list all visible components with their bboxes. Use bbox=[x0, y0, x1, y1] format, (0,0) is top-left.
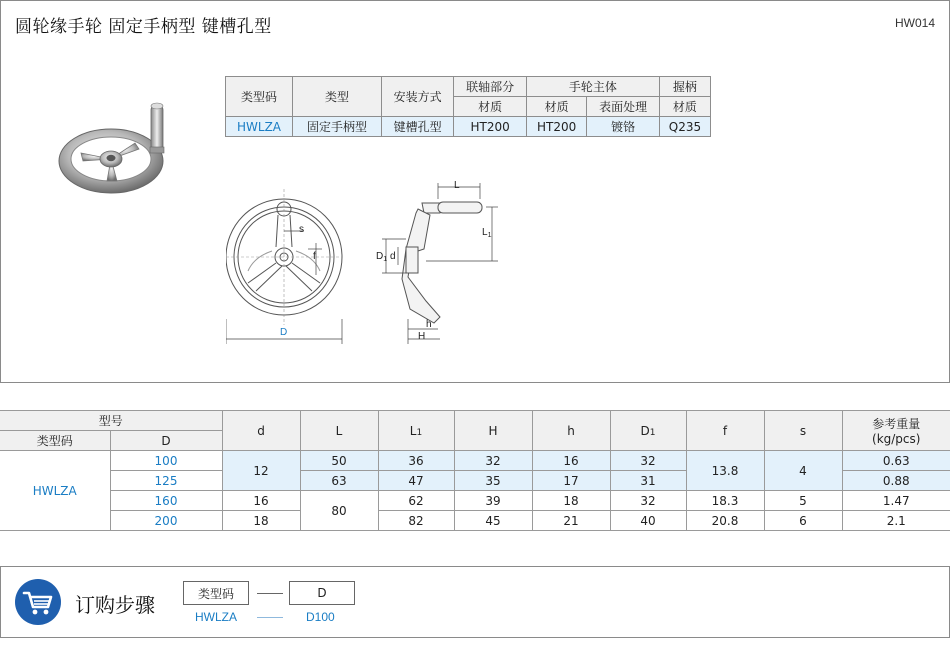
order-box-D: D bbox=[289, 581, 355, 605]
spec-type: 固定手柄型 bbox=[293, 117, 382, 137]
dims-D: 160 bbox=[110, 491, 222, 511]
spec-header-handle: 握柄 bbox=[659, 77, 710, 97]
order-value-dash bbox=[257, 617, 283, 618]
dims-header-D: D bbox=[110, 431, 222, 451]
dims-weight: 0.63 bbox=[842, 451, 950, 471]
dims-L: 80 bbox=[300, 491, 378, 531]
dims-weight: 0.88 bbox=[842, 471, 950, 491]
dim-L: L bbox=[454, 180, 460, 191]
dims-L1: 62 bbox=[378, 491, 454, 511]
dims-s: 5 bbox=[764, 491, 842, 511]
spec-table bbox=[225, 76, 711, 137]
dims-L1: 36 bbox=[378, 451, 454, 471]
dims-header-d: d bbox=[222, 411, 300, 451]
spec-shaft-material: HT200 bbox=[454, 117, 526, 137]
order-value-type-code: HWLZA bbox=[195, 610, 237, 624]
dims-D: 200 bbox=[110, 511, 222, 531]
dims-s: 6 bbox=[764, 511, 842, 531]
dims-h: 18 bbox=[532, 491, 610, 511]
dims-header-s: s bbox=[764, 411, 842, 451]
order-title: 订购步骤 bbox=[75, 593, 155, 617]
dims-header-h: h bbox=[532, 411, 610, 451]
dims-header-type-code: 类型码 bbox=[0, 431, 110, 451]
spec-mount: 键槽孔型 bbox=[381, 117, 453, 137]
dim-H: H bbox=[418, 331, 426, 342]
dim-f: f bbox=[313, 251, 316, 262]
dims-H: 35 bbox=[454, 471, 532, 491]
dim-D: D bbox=[280, 327, 288, 338]
table-row bbox=[0, 511, 950, 531]
dims-d: 18 bbox=[222, 511, 300, 531]
product-code: HW014 bbox=[894, 16, 935, 30]
dims-header-weight: 参考重量 (kg/pcs) bbox=[842, 411, 950, 451]
dimension-table bbox=[0, 410, 950, 531]
dim-L1: $L_1$ bbox=[482, 227, 492, 239]
dims-L1: 82 bbox=[378, 511, 454, 531]
dims-L: 63 bbox=[300, 471, 378, 491]
dims-header-L1: L1 bbox=[378, 411, 454, 451]
order-dash bbox=[257, 593, 283, 594]
product-photo bbox=[53, 99, 183, 199]
dims-D1: 32 bbox=[610, 491, 686, 511]
table-row bbox=[0, 491, 950, 511]
dims-D1: 40 bbox=[610, 511, 686, 531]
spec-body-material: HT200 bbox=[526, 117, 587, 137]
spec-header-surface: 表面处理 bbox=[587, 97, 659, 117]
page-title: 圆轮缘手轮 固定手柄型 键槽孔型 bbox=[15, 17, 272, 37]
dims-h: 21 bbox=[532, 511, 610, 531]
dims-header-f: f bbox=[686, 411, 764, 451]
table-row bbox=[0, 451, 950, 471]
dim-h: h bbox=[426, 319, 432, 330]
spec-header-shaft-material: 材质 bbox=[454, 97, 526, 117]
spec-header-handle-material: 材质 bbox=[659, 97, 710, 117]
dims-h: 16 bbox=[532, 451, 610, 471]
order-box-type-code: 类型码 bbox=[183, 581, 249, 605]
spec-header-body: 手轮主体 bbox=[526, 77, 659, 97]
technical-drawing bbox=[226, 179, 506, 347]
dims-type-code: HWLZA bbox=[0, 451, 110, 531]
dims-d: 16 bbox=[222, 491, 300, 511]
dims-header-H: H bbox=[454, 411, 532, 451]
dims-D: 100 bbox=[110, 451, 222, 471]
spec-header-shaft: 联轴部分 bbox=[454, 77, 526, 97]
dims-d: 12 bbox=[222, 451, 300, 491]
dim-d: d bbox=[390, 251, 396, 262]
dims-H: 39 bbox=[454, 491, 532, 511]
order-value-D: D100 bbox=[306, 610, 335, 624]
dims-D1: 32 bbox=[610, 451, 686, 471]
dims-header-L: L bbox=[300, 411, 378, 451]
dims-header-D1: D1 bbox=[610, 411, 686, 451]
dims-D1: 31 bbox=[610, 471, 686, 491]
dim-s: s bbox=[299, 224, 304, 235]
dims-f: 13.8 bbox=[686, 451, 764, 491]
spec-header-body-material: 材质 bbox=[526, 97, 587, 117]
dims-h: 17 bbox=[532, 471, 610, 491]
dims-H: 32 bbox=[454, 451, 532, 471]
order-panel bbox=[0, 566, 950, 638]
dims-weight: 2.1 bbox=[842, 511, 950, 531]
spec-header-mount: 安装方式 bbox=[381, 77, 453, 117]
dims-header-model: 型号 bbox=[0, 411, 222, 431]
dims-s: 4 bbox=[764, 451, 842, 491]
spec-header-type-code: 类型码 bbox=[226, 77, 293, 117]
spec-handle-material: Q235 bbox=[659, 117, 710, 137]
spec-surface: 镀铬 bbox=[587, 117, 659, 137]
dims-L1: 47 bbox=[378, 471, 454, 491]
spec-header-type: 类型 bbox=[293, 77, 382, 117]
dims-D: 125 bbox=[110, 471, 222, 491]
spec-type-code: HWLZA bbox=[226, 117, 293, 137]
dim-D1: $D_1$ bbox=[376, 251, 388, 263]
dims-weight: 1.47 bbox=[842, 491, 950, 511]
side-view bbox=[402, 202, 482, 323]
dims-L: 50 bbox=[300, 451, 378, 471]
dims-f: 20.8 bbox=[686, 511, 764, 531]
cart-icon bbox=[15, 579, 61, 625]
dims-H: 45 bbox=[454, 511, 532, 531]
dims-f: 18.3 bbox=[686, 491, 764, 511]
